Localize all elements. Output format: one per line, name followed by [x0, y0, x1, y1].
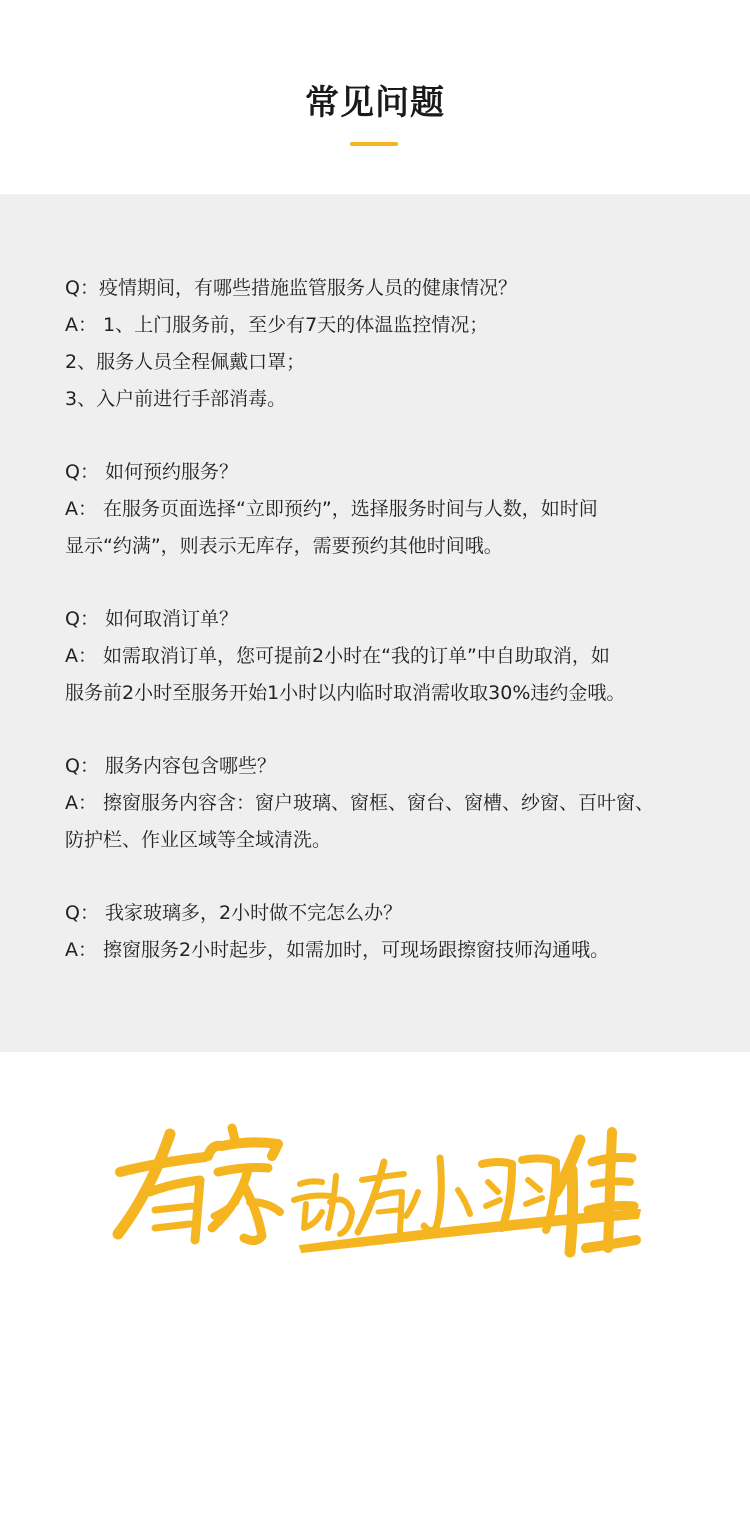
faq-answer-3-line-1: A： 如需取消订单，您可提前2小时在“我的订单”中自助取消，如: [65, 645, 610, 667]
faq-question-5: Q： 我家玻璃多，2小时做不完怎么办？: [65, 902, 403, 924]
title-underline: [350, 142, 398, 146]
faq-answer-4-line-2: 防护栏、作业区域等全域清洗。: [65, 829, 332, 851]
faq-answer-4-line-1: A： 擦窗服务内容含：窗户玻璃、窗框、窗台、窗槽、纱窗、百叶窗、: [65, 792, 655, 814]
faq-answer-3-line-2: 服务前2小时至服务开始1小时以内临时取消需收取30%违约金哦。: [65, 682, 626, 704]
faq-panel: [0, 194, 750, 1052]
faq-question-2: Q： 如何预约服务？: [65, 461, 238, 483]
footer: [0, 1052, 750, 1532]
faq-answer-1-line-1: A： 1、上门服务前，至少有7天的体温监控情况；: [65, 314, 489, 336]
faq-question-1: Q：疫情期间，有哪些措施监管服务人员的健康情况？: [65, 277, 517, 299]
slogan-logo: [0, 1052, 750, 1532]
header: [0, 0, 750, 194]
faq-answer-2-line-2: 显示“约满”，则表示无库存，需要预约其他时间哦。: [65, 535, 503, 557]
faq-answer-1-line-3: 3、入户前进行手部消毒。: [65, 388, 287, 410]
faq-answer-2-line-1: A： 在服务页面选择“立即预约”，选择服务时间与人数，如时间: [65, 498, 598, 520]
faq-answer-1-line-2: 2、服务人员全程佩戴口罩；: [65, 351, 306, 373]
page-title: 常见问题: [305, 83, 445, 123]
faq-question-3: Q： 如何取消订单？: [65, 608, 238, 630]
faq-question-4: Q： 服务内容包含哪些？: [65, 755, 276, 777]
faq-answer-5-line-1: A： 擦窗服务2小时起步，如需加时，可现场跟擦窗技师沟通哦。: [65, 939, 610, 961]
